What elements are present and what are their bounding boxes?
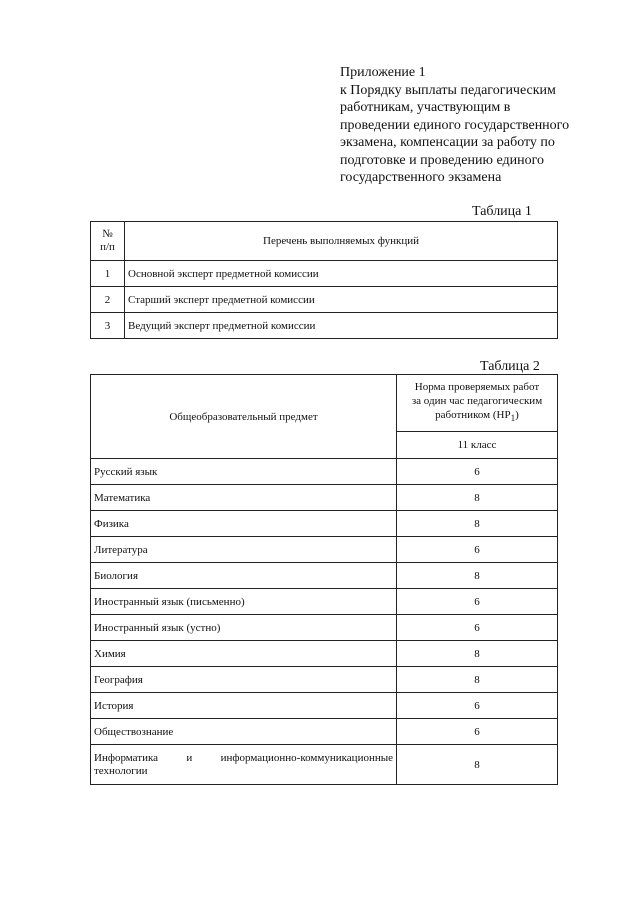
appendix-line: государственного экзамена: [340, 170, 502, 185]
header-norm-line: Норма проверяемых работ: [414, 381, 540, 394]
table-row: [91, 719, 558, 745]
row-subject: Химия: [91, 641, 397, 667]
row-value: 8: [397, 485, 558, 511]
row-subject: Иностранный язык (устно): [91, 615, 397, 641]
table-row: [91, 511, 558, 537]
row-number: 1: [91, 261, 125, 287]
row-value: 6: [397, 719, 558, 745]
row-number: 2: [91, 287, 125, 313]
header-number: [91, 222, 125, 261]
header-norm-subscript: 1: [510, 413, 516, 424]
appendix-line: работникам, участвующим в: [340, 100, 511, 115]
row-subject: Математика: [91, 485, 397, 511]
row-number: 3: [91, 313, 125, 339]
header-norm-suffix: ): [515, 409, 519, 422]
table-row: [91, 287, 558, 313]
header-subject: Общеобразовательный предмет: [91, 375, 397, 459]
table1-caption: Таблица 1: [472, 204, 532, 219]
header-norm-line: [400, 408, 554, 425]
row-value: 8: [397, 511, 558, 537]
row-value: 6: [397, 589, 558, 615]
table-row: [91, 563, 558, 589]
header-norm-prefix: работником (НР: [435, 409, 511, 422]
appendix-line: подготовке и проведению единого: [340, 152, 544, 168]
header-norm: [397, 375, 558, 432]
header-number-abbr: п/п: [100, 241, 115, 253]
row-value: 8: [397, 667, 558, 693]
row-value: 8: [397, 641, 558, 667]
header-norm-line: за один час педагогическим: [411, 395, 543, 408]
row-value: 6: [397, 537, 558, 563]
row-function: Основной эксперт предметной комиссии: [125, 261, 558, 287]
table-row: [91, 313, 558, 339]
row-subject: Биология: [91, 563, 397, 589]
row-value: 8: [397, 563, 558, 589]
header-number-symbol: №: [102, 228, 113, 240]
appendix-line: проведении единого государственного: [340, 117, 570, 133]
row-subject: Физика: [91, 511, 397, 537]
appendix-heading: [340, 64, 610, 187]
header-functions: Перечень выполняемых функций: [125, 222, 558, 261]
row-value: 8: [397, 745, 558, 785]
appendix-line: экзамена, компенсации за работу по: [340, 135, 555, 150]
row-subject: Литература: [91, 537, 397, 563]
table-row: [91, 667, 558, 693]
row-subject: История: [91, 693, 397, 719]
table-header-row: [91, 375, 558, 432]
row-subject: География: [91, 667, 397, 693]
row-value: 6: [397, 615, 558, 641]
table-row: [91, 459, 558, 485]
table-row: [91, 589, 558, 615]
row-function: Ведущий эксперт предметной комиссии: [125, 313, 558, 339]
table-header-row: [91, 222, 558, 261]
table-row: [91, 485, 558, 511]
appendix-line: к Порядку выплаты педагогическим: [340, 82, 556, 98]
row-subject: Иностранный язык (письменно): [91, 589, 397, 615]
norms-table: [90, 374, 558, 785]
table-row: [91, 537, 558, 563]
row-value: 6: [397, 693, 558, 719]
table-row: [91, 615, 558, 641]
table-row: [91, 261, 558, 287]
appendix-line: Приложение 1: [340, 65, 426, 80]
header-class: 11 класс: [397, 432, 558, 459]
table-row: [91, 745, 558, 785]
row-subject: Информатика и информационно-коммуникационные технологии: [91, 745, 397, 785]
row-subject: Обществознание: [91, 719, 397, 745]
row-function: Старший эксперт предметной комиссии: [125, 287, 558, 313]
row-subject: Русский язык: [91, 459, 397, 485]
table-row: [91, 641, 558, 667]
table-row: [91, 693, 558, 719]
table2-caption: Таблица 2: [480, 359, 540, 374]
row-value: 6: [397, 459, 558, 485]
functions-table: [90, 221, 558, 339]
